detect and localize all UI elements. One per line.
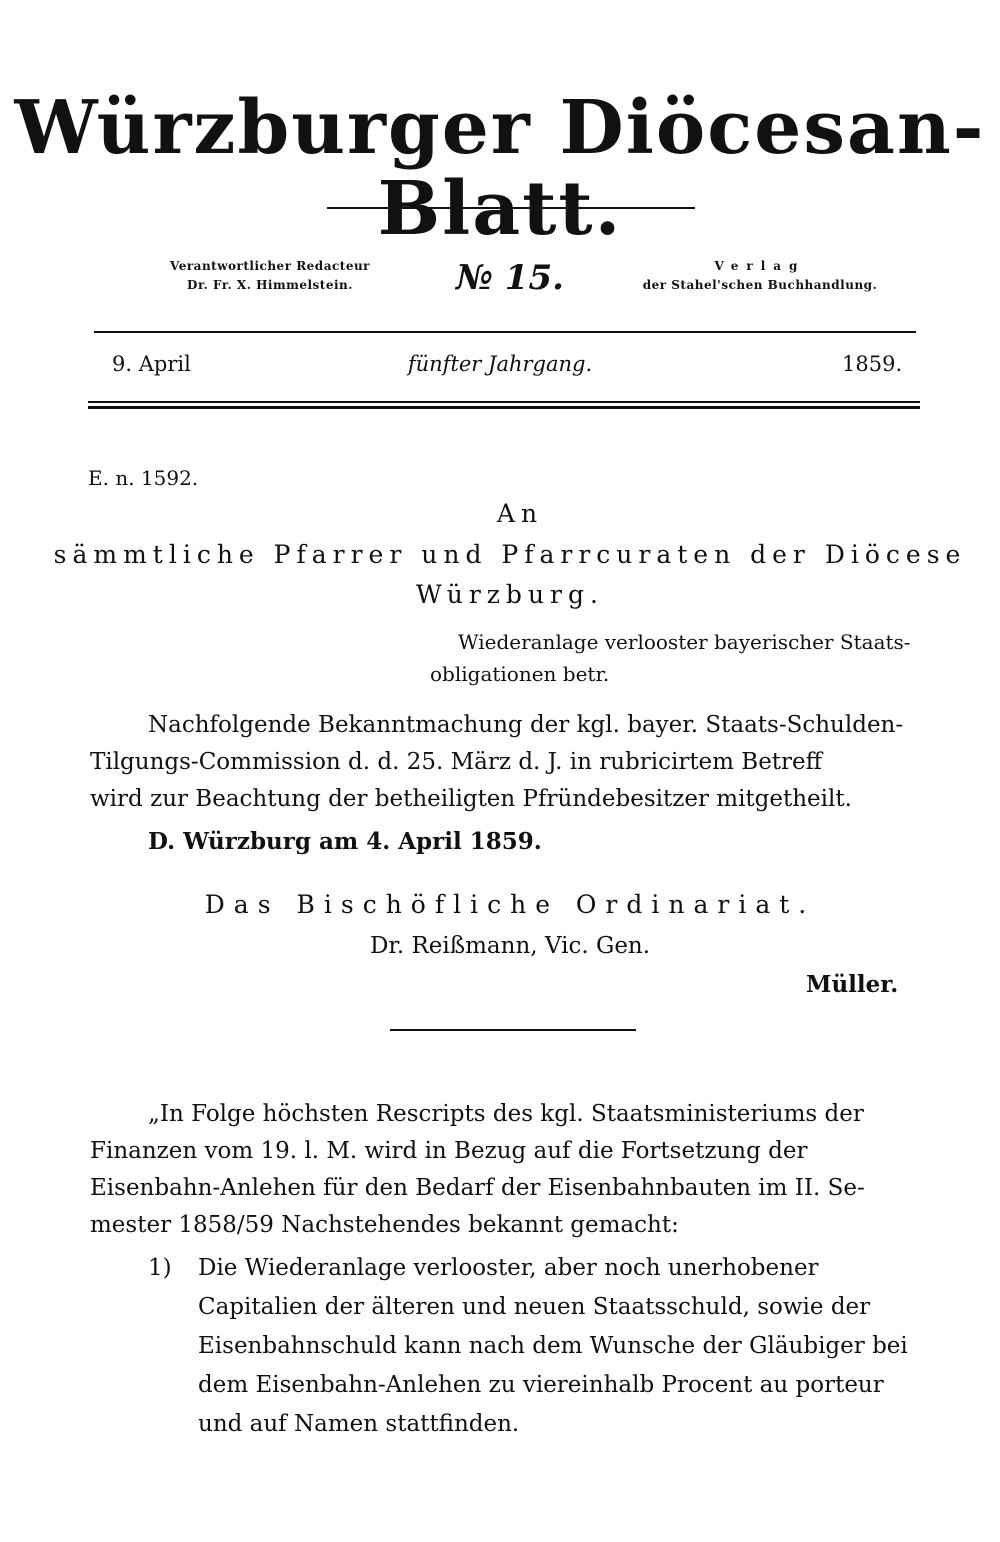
list-item-line-4: dem Eisenbahn-Anlehen zu viereinhalb Procent au porteur bbox=[198, 1372, 884, 1398]
signature-clerk: Müller. bbox=[806, 971, 899, 998]
publisher-label: Verlag bbox=[714, 259, 806, 273]
announcement-line-4: mester 1858/59 Nachstehendes bekannt gemacht: bbox=[90, 1212, 679, 1238]
announcement-line-1: „In Folge höchsten Rescripts des kgl. Staatsministeriums der bbox=[148, 1101, 864, 1127]
editor-block bbox=[150, 257, 390, 295]
signature-name: Dr. Reißmann, Vic. Gen. bbox=[369, 933, 651, 959]
masthead-title: Würzburger Diöcesan-Blatt. bbox=[14, 85, 986, 253]
body-line-3: wird zur Beachtung der betheiligten Pfründebesitzer mitgetheilt. bbox=[90, 786, 852, 812]
reference-number: E. n. 1592. bbox=[88, 466, 199, 490]
address-line-1: sämmtliche Pfarrer und Pfarrcuraten der Diöcese bbox=[53, 540, 967, 569]
issue-number: № 15. bbox=[456, 258, 564, 298]
announcement-line-2: Finanzen vom 19. l. M. wird in Bezug auf die Fortsetzung der bbox=[90, 1138, 808, 1164]
header-rule-bottom-1 bbox=[88, 401, 920, 403]
list-item-line-2: Capitalien der älteren und neuen Staatsschuld, sowie der bbox=[198, 1294, 871, 1320]
place-date: D. Würzburg am 4. April 1859. bbox=[148, 828, 542, 855]
signature-office: Das Bischöfliche Ordinariat. bbox=[204, 890, 816, 919]
body-line-2: Tilgungs-Commission d. d. 25. März d. J. in rubricirtem Betreff bbox=[90, 749, 822, 775]
body-line-1: Nachfolgende Bekanntmachung der kgl. bayer. Staats-Schulden- bbox=[148, 712, 904, 738]
section-divider bbox=[390, 1029, 636, 1031]
address-an: An bbox=[496, 499, 544, 528]
address-line-2: Würzburg. bbox=[416, 580, 604, 609]
issue-date: 9. April bbox=[112, 352, 191, 376]
announcement-line-3: Eisenbahn-Anlehen für den Bedarf der Eisenbahnbauten im II. Se- bbox=[90, 1175, 865, 1201]
header-rule-bottom-2 bbox=[88, 406, 920, 409]
editor-label: Verantwortlicher Redacteur bbox=[170, 259, 370, 273]
masthead-divider bbox=[327, 207, 695, 209]
list-item-marker: 1) bbox=[148, 1255, 172, 1281]
list-item-line-5: und auf Namen stattfinden. bbox=[198, 1411, 520, 1437]
header-rule-top bbox=[94, 331, 916, 333]
list-item-line-1: Die Wiederanlage verlooster, aber noch unerhobener bbox=[198, 1255, 819, 1281]
list-item-line-3: Eisenbahnschuld kann nach dem Wunsche der Gläubiger bei bbox=[198, 1333, 908, 1359]
volume-label: fünfter Jahrgang. bbox=[407, 352, 593, 376]
issue-year: 1859. bbox=[842, 352, 903, 376]
publisher-block bbox=[630, 257, 890, 295]
subject-line-2: obligationen betr. bbox=[430, 662, 610, 686]
subject-line-1: Wiederanlage verlooster bayerischer Staats- bbox=[458, 630, 911, 654]
editor-name: Dr. Fr. X. Himmelstein. bbox=[187, 278, 353, 292]
publisher-name: der Stahel'schen Buchhandlung. bbox=[642, 278, 878, 292]
